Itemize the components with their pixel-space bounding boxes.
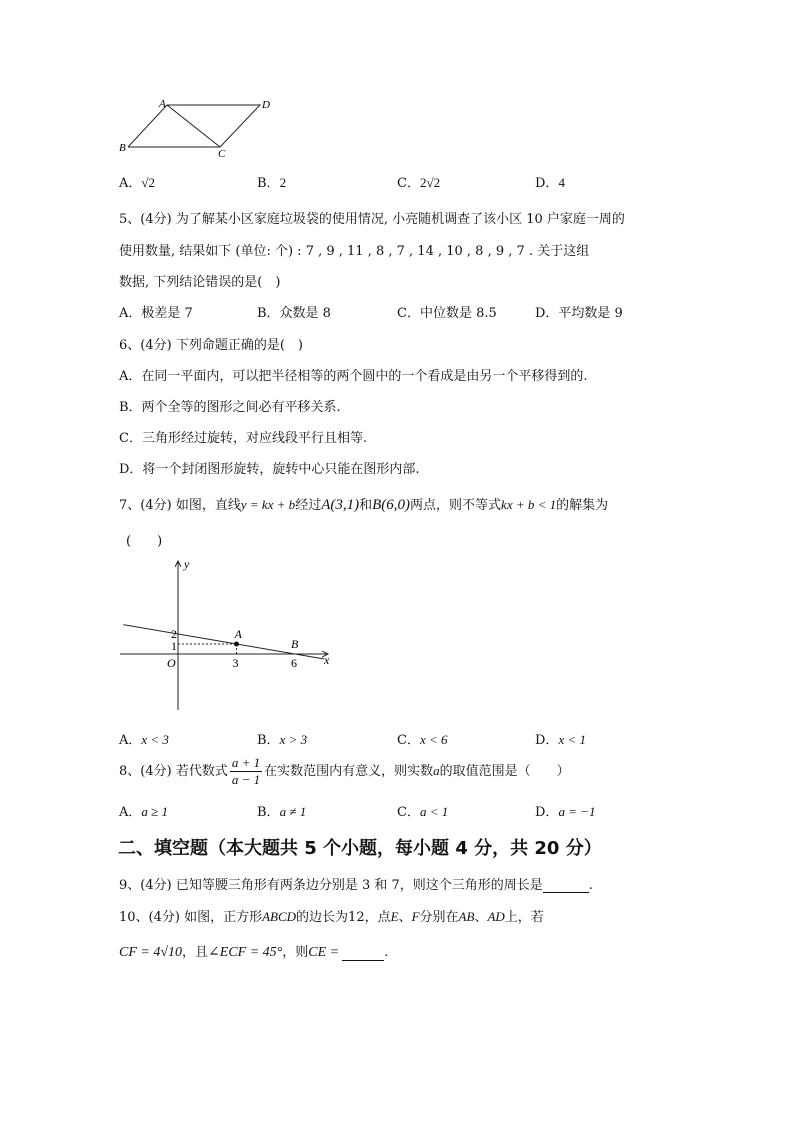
label-a: A: [159, 98, 166, 110]
y-axis-label: y: [184, 557, 190, 571]
q7-text: 两点，则不等式: [410, 498, 502, 513]
q7-text: 和: [359, 498, 373, 513]
q10-separator: 、: [398, 910, 412, 925]
q9-answer-blank[interactable]: [543, 879, 589, 893]
option-value: 2: [279, 175, 287, 190]
q10-segment-ad: AD: [487, 909, 505, 924]
option-label: C．: [397, 805, 420, 820]
option-value: x < 6: [419, 732, 448, 747]
option-value: x > 3: [279, 732, 308, 747]
q4-option-d[interactable]: [535, 172, 565, 191]
option-value: √2: [141, 175, 156, 190]
q8-option-d[interactable]: [535, 801, 595, 820]
option-label: C．: [397, 176, 420, 191]
q10-angle-ecf: ∠ECF = 45°: [208, 945, 283, 960]
q8-text: 的取值范围是（ ）: [439, 764, 570, 779]
q10-period: .: [384, 945, 389, 960]
q5-stem-line3: 数据, 下列结论错误的是( ): [119, 275, 281, 290]
parallelogram-figure: [110, 95, 280, 160]
q7-inequality: kx + b < 1: [501, 497, 557, 512]
q10-text: 上，若: [504, 910, 544, 925]
q5-option-c[interactable]: C．中位数是 8.5: [397, 306, 497, 321]
option-label: A．: [119, 733, 142, 748]
x-tick-3: 3: [232, 656, 239, 670]
q4-option-a[interactable]: [119, 172, 155, 191]
point-b-label: B: [291, 637, 299, 651]
q6-option-d[interactable]: D．将一个封闭图形旋转，旋转中心只能在图形内部.: [119, 462, 420, 477]
q10-text: 的边长为12，点: [296, 910, 391, 925]
q10-stem-line2: [119, 941, 388, 961]
q6-option-c[interactable]: C．三角形经过旋转，对应线段平行且相等.: [119, 431, 368, 446]
q7-line-equation: y = kx + b: [240, 497, 296, 512]
x-axis-label: x: [324, 653, 330, 667]
q9-stem: [119, 874, 593, 893]
q8-option-b[interactable]: [257, 801, 306, 820]
label-c: C: [218, 148, 226, 160]
q7-option-a[interactable]: [119, 729, 169, 748]
q7-answer-paren: ( ): [126, 534, 163, 549]
q10-answer-blank[interactable]: [342, 947, 384, 961]
q10-cf-length: CF = 4√10: [119, 945, 183, 960]
q5-option-b[interactable]: B．众数是 8: [257, 306, 331, 321]
q5-stem-line2: 使用数量, 结果如下 (单位: 个) : 7 , 9 , 11 , 8 , 7 , 14 , 10 , 8 , 9 , 7 . 关于这组: [119, 244, 590, 259]
q8-option-c[interactable]: [397, 801, 448, 820]
option-label: A．: [119, 176, 142, 191]
q4-option-b[interactable]: [257, 172, 286, 191]
q7-text: 7、(4分) 如图，直线: [119, 498, 241, 513]
diagonal-ac: [167, 105, 220, 147]
q8-fraction: [230, 755, 262, 788]
option-label: B．: [257, 805, 280, 820]
option-value: a = −1: [558, 804, 596, 819]
option-value: 2√2: [419, 175, 441, 190]
option-label: A．: [119, 805, 142, 820]
q8-variable: a: [433, 763, 440, 778]
q8-text: 8、(4分) 若代数式: [119, 764, 228, 779]
q7-point-a: A(3,1): [321, 497, 360, 513]
option-label: D．: [535, 805, 559, 820]
q7-point-b: B(6,0): [372, 497, 411, 513]
option-label: D．: [535, 176, 559, 191]
q7-text: 经过: [295, 498, 322, 513]
point-a-label: A: [234, 627, 242, 641]
section-2-heading: 二、填空题（本大题共 5 个小题，每小题 4 分，共 20 分）: [118, 838, 602, 859]
q6-option-b[interactable]: B．两个全等的图形之间必有平移关系.: [119, 400, 341, 415]
q8-stem: [119, 755, 570, 788]
q7-option-c[interactable]: [397, 729, 448, 748]
q5-stem-line1: 5、(4分) 为了解某小区家庭垃圾袋的使用情况, 小亮随机调查了该小区 10 户家庭一周的: [119, 212, 625, 227]
q7-text: 的解集为: [556, 498, 609, 513]
point-a-dot: [234, 642, 239, 647]
q10-square-name: ABCD: [262, 909, 297, 924]
fraction-numerator: a + 1: [231, 755, 261, 770]
option-value: x < 1: [558, 732, 586, 747]
q4-option-c[interactable]: [397, 172, 440, 191]
q10-text: 10、(4分) 如图，正方形: [119, 910, 263, 925]
q7-option-d[interactable]: [535, 729, 586, 748]
q8-text: 在实数范围内有意义，则实数: [264, 764, 434, 779]
q8-option-a[interactable]: [119, 801, 168, 820]
label-d: D: [262, 99, 270, 111]
option-label: B．: [257, 176, 280, 191]
q10-text: ，且: [182, 945, 209, 960]
q10-point-f: F: [411, 909, 420, 924]
q10-separator: 、: [474, 910, 488, 925]
q10-text: 分别在: [419, 910, 459, 925]
origin-label: O: [167, 656, 176, 670]
label-b: B: [119, 142, 126, 154]
q9-period: .: [588, 878, 593, 893]
y-tick-2: 2: [171, 627, 177, 641]
q6-option-a[interactable]: A．在同一平面内，可以把半径相等的两个圆中的一个看成是由另一个平移得到的.: [119, 369, 588, 384]
q6-stem: 6、(4分) 下列命题正确的是( ): [119, 338, 303, 353]
q10-segment-ab: AB: [458, 909, 475, 924]
q7-option-b[interactable]: [257, 729, 307, 748]
option-value: a ≥ 1: [141, 804, 169, 819]
q5-option-d[interactable]: D．平均数是 9: [535, 306, 623, 321]
option-value: x < 3: [141, 732, 169, 747]
q5-option-a[interactable]: A．极差是 7: [119, 306, 193, 321]
q7-stem: [119, 494, 608, 514]
fraction-denominator: a − 1: [231, 772, 261, 787]
q9-text: 9、(4分) 已知等腰三角形有两条边分别是 3 和 7，则这个三角形的周长是: [119, 878, 543, 893]
q10-ce-expression: CE =: [308, 945, 340, 960]
option-label: B．: [257, 733, 280, 748]
q10-text: ，则: [282, 945, 309, 960]
option-value: a ≠ 1: [279, 804, 307, 819]
q10-stem-line1: [119, 906, 544, 925]
option-label: C．: [397, 733, 420, 748]
option-label: D．: [535, 733, 559, 748]
q7-coordinate-graph: [110, 553, 340, 715]
option-value: 4: [558, 175, 565, 190]
option-value: a < 1: [419, 804, 449, 819]
x-tick-6: 6: [291, 656, 297, 670]
q10-point-e: E: [390, 909, 399, 924]
y-tick-1: 1: [171, 639, 177, 653]
